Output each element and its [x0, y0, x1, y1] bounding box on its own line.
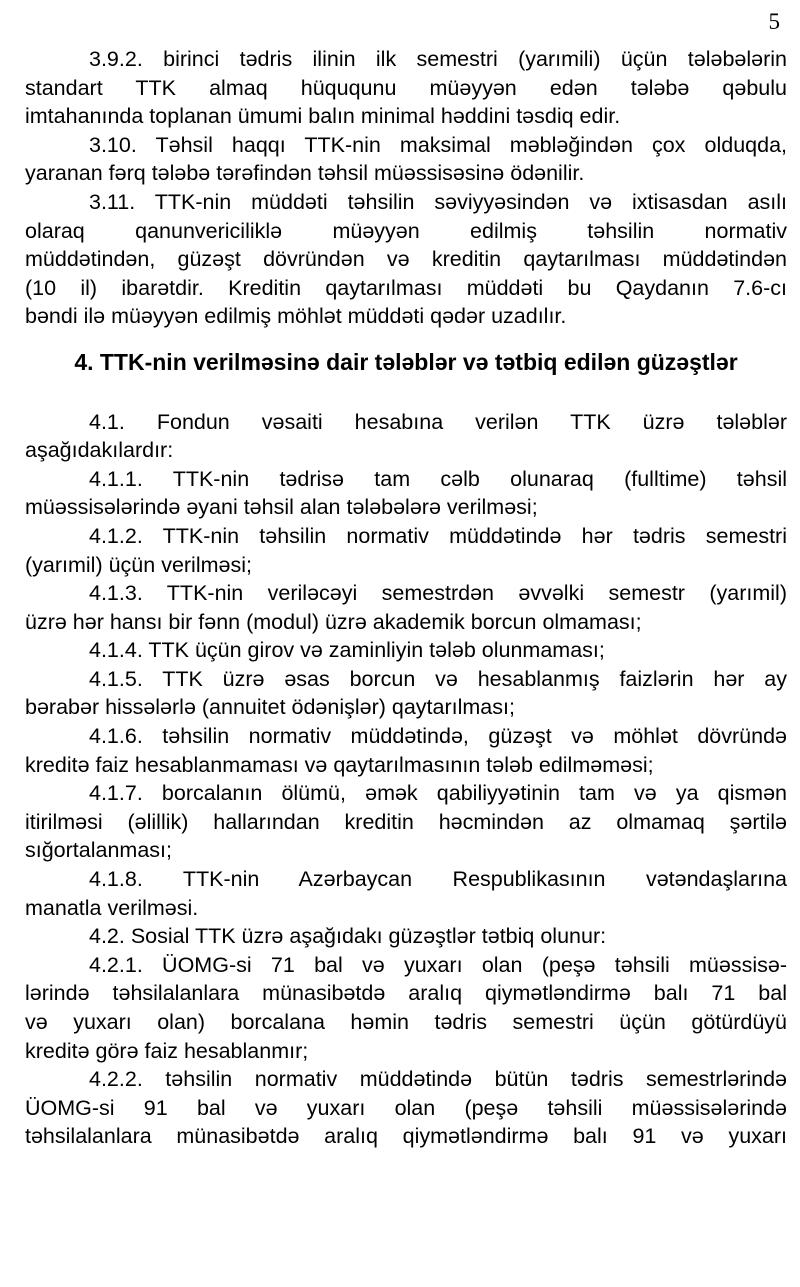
- paragraph-line: 4.2.2. təhsilin normativ müddətində bütün tədris semestrlərində: [89, 1067, 787, 1092]
- paragraph-line: üzrə hər hansı bir fənn (modul) üzrə akademik borcun olmaması;: [25, 609, 642, 634]
- paragraph-line: 4.1.3. TTK-nin veriləcəyi semestrdən əvvəlki semestr (yarımil): [89, 581, 787, 606]
- paragraph-line: sığortalanması;: [25, 838, 172, 863]
- paragraph-line: kreditə görə faiz hesablanmır;: [25, 1038, 309, 1063]
- paragraph-line: və yuxarı olan) borcalana həmin tədris semestri üçün götürdüyü: [25, 1010, 787, 1034]
- document-body: [25, 45, 787, 1151]
- paragraph-4-1-1: [25, 465, 787, 522]
- page-number: 5: [768, 9, 780, 34]
- paragraph-4-2-2: [25, 1065, 787, 1151]
- paragraph-line: standart TTK almaq hüququnu müəyyən edən tələbə qəbulu: [25, 75, 787, 100]
- section-heading-4: [25, 348, 787, 377]
- section-heading-text: 4. TTK-nin verilməsinə dair tələblər və tətbiq edilən güzəştlər: [74, 348, 738, 375]
- paragraph-line: aşağıdakılardır:: [25, 438, 174, 463]
- paragraph-line: 4.1.4. TTK üçün girov və zaminliyin tələb olunmaması;: [89, 638, 605, 663]
- paragraph-line: 4.1.8. TTK-nin Azərbaycan Respublikasının vətəndaşlarına: [89, 867, 787, 892]
- paragraph-line: 4.1.6. təhsilin normativ müddətində, güzəşt və möhlət dövründə: [89, 724, 787, 749]
- paragraph-line: 4.2.1. ÜOMG-si 71 bal və yuxarı olan (peşə təhsili müəssisə-: [89, 952, 787, 977]
- paragraph-line: bəndi ilə müəyyən edilmiş möhlət müddəti qədər uzadılır.: [25, 304, 567, 329]
- paragraph-line: yaranan fərq tələbə tərəfindən təhsil müəssisəsinə ödənilir.: [25, 161, 585, 186]
- paragraph-line: 4.1.5. TTK üzrə əsas borcun və hesablanmış faizlərin hər ay: [89, 666, 787, 691]
- paragraph-4-1-3: [25, 579, 787, 636]
- paragraph-line: imtahanında toplanan ümumi balın minimal həddini təsdiq edir.: [25, 104, 621, 129]
- paragraph-line: müəssisələrində əyani təhsil alan tələbələrə verilməsi;: [25, 495, 538, 520]
- paragraph-4-1-7: [25, 779, 787, 865]
- paragraph-4-1-8: [25, 865, 787, 922]
- paragraph-line: müddətindən, güzəşt dövründən və kreditin qaytarılması müddətindən: [25, 247, 787, 272]
- paragraph-line: olaraq qanunvericiliklə müəyyən edilmiş təhsilin normativ: [25, 218, 787, 243]
- paragraph-4-1-4: [25, 636, 787, 665]
- paragraph-line: 3.9.2. birinci tədris ilinin ilk semestri (yarımili) üçün tələbələrin: [89, 47, 787, 71]
- paragraph-4-1-2: [25, 522, 787, 579]
- paragraph-line: manatla verilməsi.: [25, 895, 199, 920]
- paragraph-line: (yarımil) üçün verilməsi;: [25, 552, 252, 577]
- paragraph-line: 4.1.1. TTK-nin tədrisə tam cəlb olunaraq (fulltime) təhsil: [89, 466, 787, 491]
- paragraph-3-9-2: [25, 45, 787, 131]
- paragraph-3-11: [25, 188, 787, 331]
- paragraph-line: lərində təhsilalanlara münasibətdə aralıq qiymətləndirmə balı 71 bal: [25, 981, 787, 1006]
- paragraph-line: 4.1. Fondun vəsaiti hesabına verilən TTK üzrə tələblər: [89, 409, 787, 434]
- paragraph-4-1-5: [25, 665, 787, 722]
- paragraph-line: 3.11. TTK-nin müddəti təhsilin səviyyəsindən və ixtisasdan asılı: [89, 189, 787, 214]
- paragraph-line: 4.1.2. TTK-nin təhsilin normativ müddətində hər tədris semestri: [89, 523, 787, 548]
- paragraph-line: ÜOMG-si 91 bal və yuxarı olan (peşə təhsili müəssisələrində: [25, 1095, 787, 1120]
- paragraph-line: təhsilalanlara münasibətdə aralıq qiymətləndirmə balı 91 və yuxarı: [25, 1124, 787, 1149]
- paragraph-line: itirilməsi (əlillik) hallarından kreditin həcmindən az olmamaq şərtilə: [25, 809, 787, 834]
- paragraph-line: (10 il) ibarətdir. Kreditin qaytarılması müddəti bu Qaydanın 7.6-cı: [25, 275, 787, 300]
- paragraph-3-10: [25, 131, 787, 188]
- paragraph-line: 3.10. Təhsil haqqı TTK-nin maksimal məbləğindən çox olduqda,: [89, 132, 787, 157]
- paragraph-line: bərabər hissələrlə (annuitet ödənişlər) qaytarılması;: [25, 695, 515, 720]
- paragraph-line: 4.1.7. borcalanın ölümü, əmək qabiliyyətinin tam və ya qismən: [89, 781, 787, 806]
- paragraph-4-1: [25, 408, 787, 465]
- paragraph-line: kreditə faiz hesablanmaması və qaytarılmasının tələb edilməməsi;: [25, 752, 654, 777]
- paragraph-4-2-1: [25, 951, 787, 1065]
- paragraph-line: 4.2. Sosial TTK üzrə aşağıdakı güzəştlər tətbiq olunur:: [89, 924, 607, 949]
- paragraph-4-2: [25, 922, 787, 951]
- paragraph-4-1-6: [25, 722, 787, 779]
